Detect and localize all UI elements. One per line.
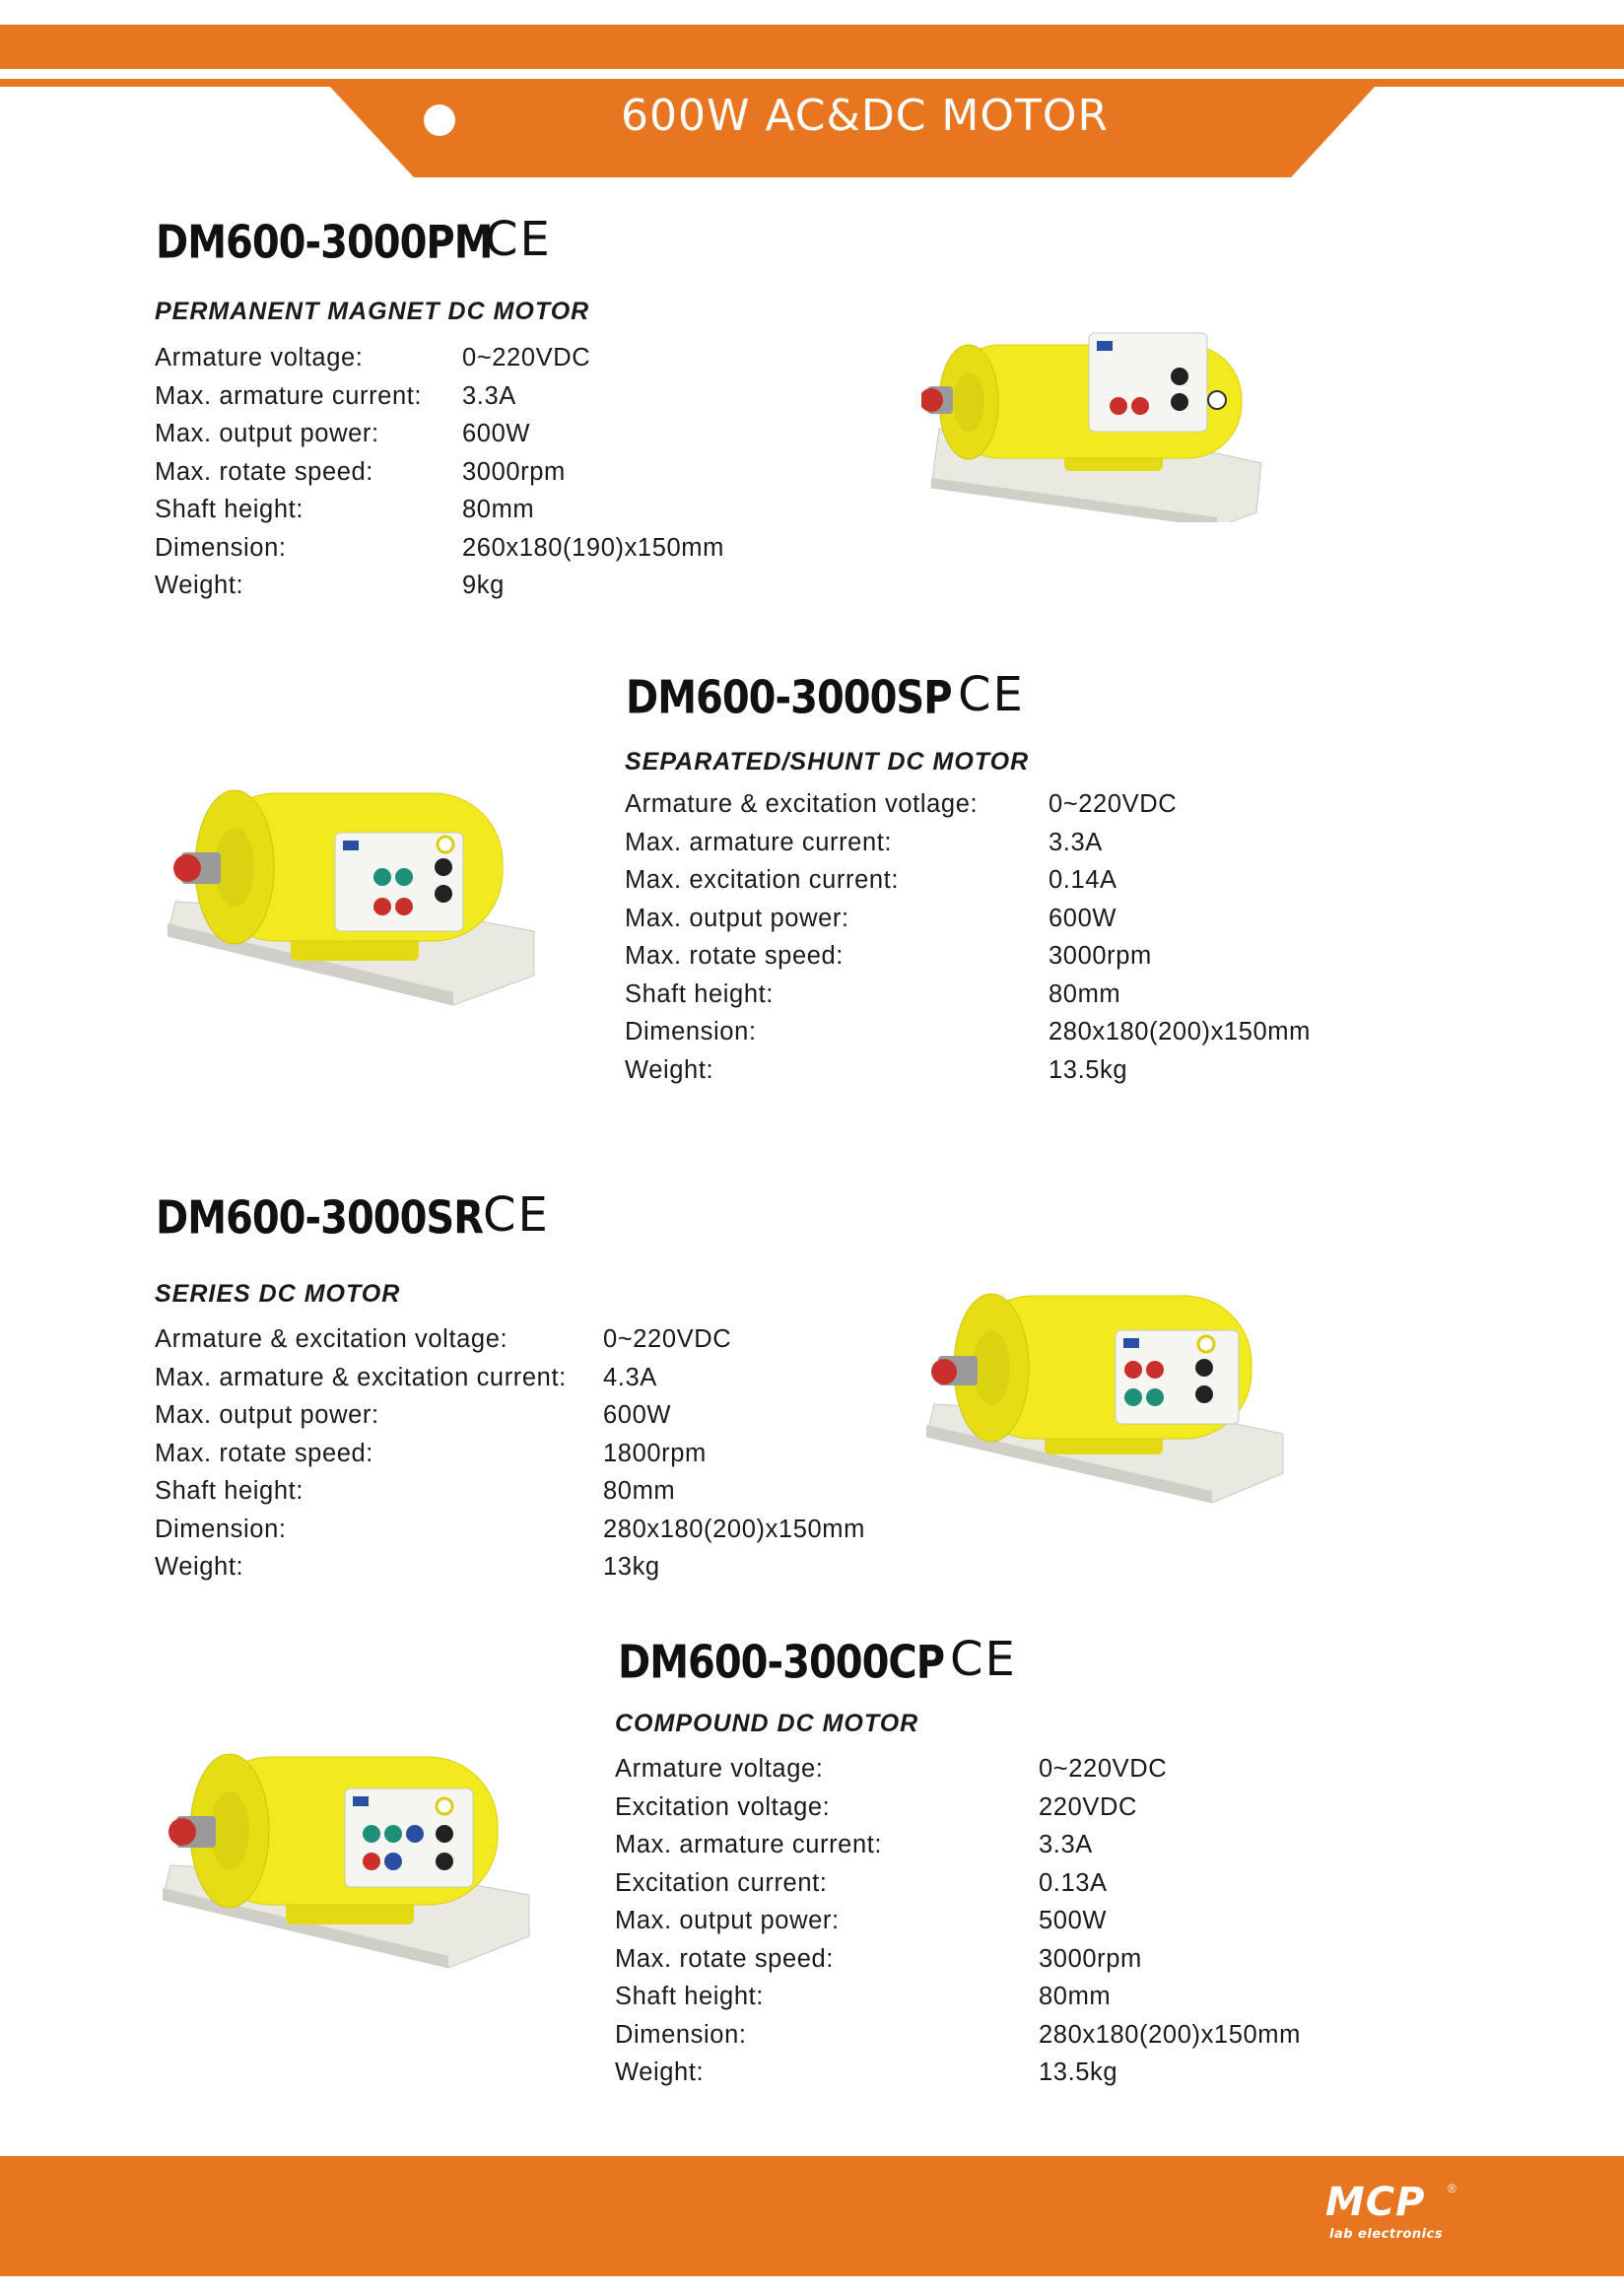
spec-label: Excitation current: [615,1868,828,1897]
spec-label: Max. output power: [155,1401,379,1429]
ce-mark: CE [958,667,1025,722]
spec-row [155,1359,923,1397]
spec-row [625,824,1393,862]
spec-row [155,1320,923,1359]
spec-label: Armature & excitation voltage: [155,1325,508,1353]
spec-label: Max. rotate speed: [155,457,373,486]
spec-value: 0.13A [1039,1868,1108,1897]
spec-row [615,2054,1384,2092]
spec-value: 0~220VDC [1039,1755,1168,1783]
spec-value: 600W [1049,904,1117,932]
spec-row [625,785,1393,824]
spec-value: 80mm [462,496,535,523]
spec-label: Max. rotate speed: [155,1439,373,1467]
spec-value: 600W [603,1401,672,1429]
spec-value: 260x180(190)x150mm [462,533,724,562]
spec-value: 80mm [1049,979,1121,1008]
spec-label: Weight: [625,1055,714,1084]
spec-row [155,567,667,605]
spec-label: Shaft height: [155,496,304,523]
product-subtitle: COMPOUND DC MOTOR [615,1710,919,1737]
spec-label: Shaft height: [615,1983,764,2010]
ce-mark: CE [483,1187,550,1243]
spec-value: 220VDC [1039,1792,1137,1821]
spec-row [615,1750,1384,1788]
spec-value: 13.5kg [1049,1055,1128,1084]
spec-row [155,377,667,416]
spec-label: Max. armature current: [155,381,423,410]
spec-label: Max. armature & excitation current: [155,1363,567,1391]
spec-row [155,1472,923,1511]
brand-logo [1325,2180,1454,2249]
spec-label: Max. output power: [625,904,849,932]
product-subtitle: SERIES DC MOTOR [155,1280,401,1308]
product-subtitle: PERMANENT MAGNET DC MOTOR [155,298,590,325]
spec-label: Armature voltage: [155,344,364,371]
spec-label: Dimension: [625,1018,757,1046]
spec-label: Dimension: [155,533,287,562]
spec-value: 3.3A [1049,828,1103,856]
spec-value: 3.3A [462,381,516,410]
spec-label: Max. output power: [155,420,379,447]
spec-list [155,339,724,605]
spec-row [625,900,1393,938]
spec-row [625,1051,1393,1090]
spec-label: Max. armature current: [615,1831,883,1858]
spec-label: Max. armature current: [625,828,893,856]
spec-value: 1800rpm [603,1439,707,1467]
spec-label: Excitation voltage: [615,1792,831,1821]
spec-row [615,1788,1384,1827]
spec-value: 13kg [603,1553,660,1581]
spec-value: 9kg [462,572,505,599]
spec-value: 3.3A [1039,1831,1093,1858]
spec-value: 3000rpm [462,457,566,486]
spec-row [615,1864,1384,1903]
ce-mark: CE [950,1632,1017,1687]
header-top-stripe [0,25,1624,69]
spec-row [155,1548,923,1586]
logo-text: MCP [1325,2180,1426,2225]
spec-label: Max. rotate speed: [625,942,844,970]
spec-value: 0~220VDC [603,1325,732,1353]
spec-value: 4.3A [603,1363,657,1391]
spec-value: 500W [1039,1907,1108,1934]
spec-value: 0~220VDC [1049,790,1178,818]
spec-value: 80mm [603,1477,676,1505]
product-model-title: DM600-3000SR [156,1192,484,1245]
product-subtitle: SEPARATED/SHUNT DC MOTOR [625,748,1030,776]
spec-value: 0.14A [1049,866,1117,894]
spec-row [625,1013,1393,1051]
motor-image [168,774,542,1010]
spec-row [155,415,667,453]
product-model-title: DM600-3000SP [626,672,952,724]
spec-value: 0~220VDC [462,344,591,371]
spec-value: 80mm [1039,1983,1112,2010]
spec-value: 280x180(200)x150mm [603,1515,865,1543]
spec-row [155,491,667,529]
spec-row [155,1396,923,1435]
spec-row [625,976,1393,1014]
spec-label: Max. output power: [615,1907,840,1934]
spec-label: Shaft height: [155,1477,304,1505]
spec-label: Armature voltage: [615,1755,824,1783]
spec-label: Max. rotate speed: [615,1944,834,1973]
spec-row [615,1978,1384,2016]
spec-row [615,1940,1384,1979]
spec-label: Weight: [615,2058,705,2086]
ce-mark: CE [485,212,552,267]
header-bullet-dot [424,104,455,136]
spec-list [615,1750,1384,2092]
motor-image [163,1739,537,1976]
spec-label: Dimension: [155,1515,287,1543]
product-model-title: DM600-3000CP [618,1637,945,1689]
registered-mark: ® [1448,2182,1456,2195]
spec-value: 13.5kg [1039,2058,1118,2086]
spec-label: Shaft height: [625,979,774,1008]
spec-label: Weight: [155,572,244,599]
spec-value: 3000rpm [1039,1944,1142,1973]
product-model-title: DM600-3000PM [156,217,493,269]
spec-row [615,2016,1384,2055]
spec-label: Max. excitation current: [625,866,900,894]
spec-row [155,1511,923,1549]
spec-list [625,785,1393,1089]
spec-label: Dimension: [615,2020,747,2049]
spec-row [625,937,1393,976]
spec-label: Armature & excitation votlage: [625,790,979,818]
logo-subtitle: lab electronics [1329,2227,1444,2242]
spec-value: 280x180(200)x150mm [1039,2020,1301,2049]
spec-row [625,861,1393,900]
spec-value: 280x180(200)x150mm [1049,1018,1311,1046]
motor-image [921,315,1276,522]
spec-row [155,1435,923,1473]
spec-row [615,1826,1384,1864]
spec-row [155,529,724,568]
page-title: 600W AC&DC MOTOR [621,91,1110,141]
spec-row [155,339,667,377]
motor-image [926,1281,1291,1508]
spec-row [615,1902,1384,1940]
spec-value: 600W [462,420,531,447]
spec-row [155,453,667,492]
spec-list [155,1320,923,1586]
spec-value: 3000rpm [1049,942,1152,970]
spec-label: Weight: [155,1553,244,1581]
